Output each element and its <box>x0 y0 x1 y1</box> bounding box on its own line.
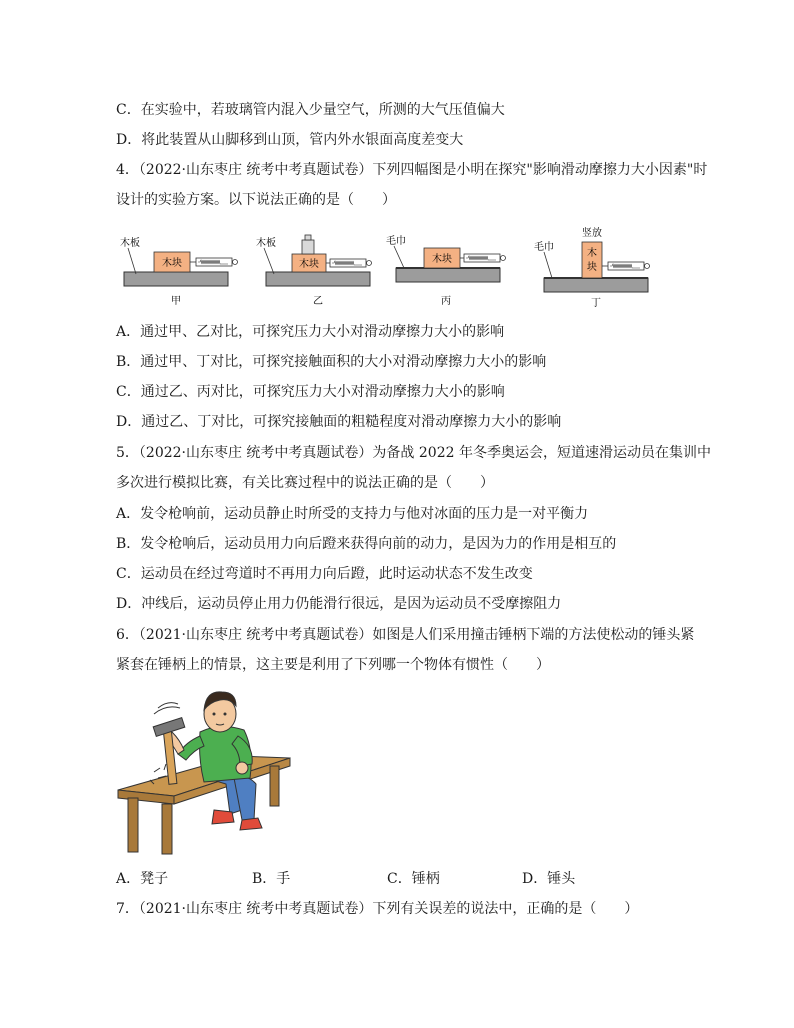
q4-option-c: C．通过乙、丙对比，可探究压力大小对滑动摩擦力大小的影响 <box>116 384 505 400</box>
block-label-top: 木 <box>587 248 597 259</box>
caption: 甲 <box>171 296 181 307</box>
block-label: 木块 <box>299 259 319 270</box>
q6-option-b: B．手 <box>252 871 291 887</box>
surface-label: 木板 <box>120 238 140 249</box>
board <box>124 272 228 286</box>
q6-stem-line2: 紧套在锤柄上的情景，这主要是利用了下列哪一个物体有惯性（ ） <box>116 657 550 673</box>
caption: 丙 <box>441 296 451 307</box>
board <box>266 272 370 286</box>
q6-option-c: C．锤柄 <box>387 871 440 887</box>
block-label-bottom: 块 <box>587 262 597 273</box>
q4-stem-line2: 设计的实验方案。以下说法正确的是（ ） <box>116 192 396 208</box>
q7-stem: 7．（2021·山东枣庄 统考中考真题试卷）下列有关误差的说法中，正确的是（ ） <box>116 901 639 917</box>
q4-option-b: B．通过甲、丁对比，可探究接触面积的大小对滑动摩擦力大小的影响 <box>116 354 547 370</box>
surface-label: 木板 <box>256 238 276 249</box>
surface-label: 毛巾 <box>534 242 554 253</box>
q4-option-a: A．通过甲、乙对比，可探究压力大小对滑动摩擦力大小的影响 <box>116 324 505 340</box>
caption: 乙 <box>313 296 323 307</box>
q3-option-c: C．在实验中，若玻璃管内混入少量空气，所测的大气压值偏大 <box>116 102 505 118</box>
hammer-illustration <box>114 686 304 858</box>
panel-yi <box>256 235 372 307</box>
q6-stem-line1: 6．（2021·山东枣庄 统考中考真题试卷）如图是人们采用撞击锤柄下端的方法使松动的锤头紧 <box>116 627 695 643</box>
q4-stem-line1: 4．（2022·山东枣庄 统考中考真题试卷）下列四幅图是小明在探究"影响滑动摩擦力大小因素"时 <box>116 162 708 178</box>
q4-friction-figure <box>116 222 656 310</box>
q6-option-d: D．锤头 <box>522 871 576 887</box>
panel-ding <box>534 226 650 309</box>
q5-option-d: D．冲线后，运动员停止用力仍能滑行很远，是因为运动员不受摩擦阻力 <box>116 596 562 612</box>
shoe <box>212 810 234 824</box>
board <box>544 278 648 292</box>
caption: 丁 <box>591 298 601 309</box>
bench-leg <box>162 804 172 854</box>
q5-stem-line1: 5．（2022·山东枣庄 统考中考真题试卷）为备战 2022 年冬季奥运会，短道速滑运动员在集训中 <box>116 445 711 461</box>
q5-option-a: A．发令枪响前，运动员静止时所受的支持力与他对冰面的压力是一对平衡力 <box>116 506 589 522</box>
shoe <box>240 818 262 830</box>
bench-leg <box>128 798 138 852</box>
weight-icon <box>302 240 314 254</box>
orientation-label: 竖放 <box>582 228 602 239</box>
q6-option-a: A．凳子 <box>116 871 169 887</box>
q3-option-d: D．将此装置从山脚移到山顶，管内外水银面高度差变大 <box>116 132 464 148</box>
q4-option-d: D．通过乙、丁对比，可探究接触面的粗糙程度对滑动摩擦力大小的影响 <box>116 414 562 430</box>
q5-option-c: C．运动员在经过弯道时不再用力向后蹬，此时运动状态不发生改变 <box>116 566 533 582</box>
q5-option-b: B．发令枪响后，运动员用力向后蹬来获得向前的动力，是因为力的作用是相互的 <box>116 536 617 552</box>
bench-leg <box>270 766 279 806</box>
q5-stem-line2: 多次进行模拟比赛，有关比赛过程中的说法正确的是（ ） <box>116 475 494 491</box>
block-label: 木块 <box>432 254 452 265</box>
block-label: 木块 <box>162 258 182 269</box>
board <box>396 268 500 282</box>
panel-bing <box>386 234 506 307</box>
surface-label: 毛巾 <box>386 236 406 247</box>
panel-jia <box>120 236 238 307</box>
